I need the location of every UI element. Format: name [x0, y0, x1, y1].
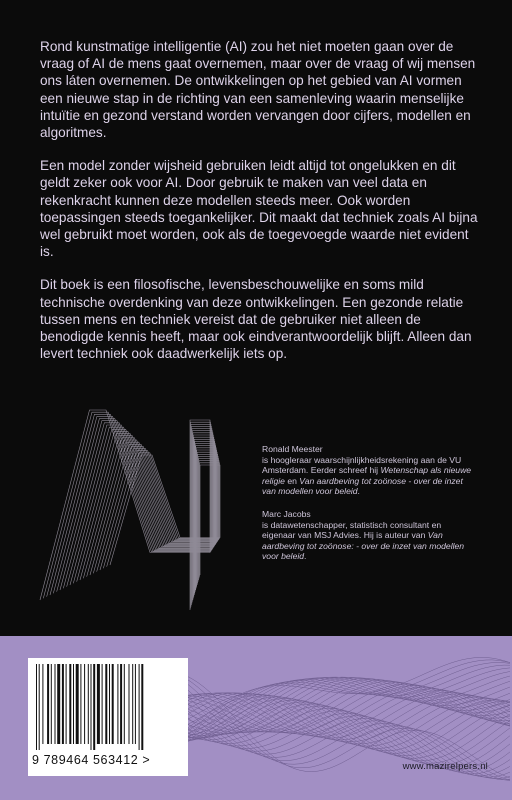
- isbn-digits: 9 789464 563412 >: [32, 753, 151, 767]
- barcode-bar: [80, 664, 81, 744]
- art-line: [43, 412, 210, 608]
- barcode-bar: [91, 664, 92, 750]
- barcode-bar: [97, 664, 100, 744]
- barcode-bar: [51, 664, 52, 744]
- author-bio-text: is hoogleraar waarschijnlijkheidsrekening aan de VU Amsterdam. Eerder schreef hij: [262, 454, 462, 476]
- author-bio-text: en: [284, 475, 300, 486]
- barcode-bar: [120, 664, 122, 744]
- barcode-bar: [132, 664, 133, 744]
- blurb-paragraph-2: Een model zonder wijsheid gebruiken leidt altijd tot ongelukken en dit geldt zeker ook voor AI. Door gebruik te maken van veel data en rekenkracht kunnen deze modellen steeds meer. Ook worden toepassingen steeds toegankelijker. Dit maakt dat techniek zoals AI bijna wel gebruikt moet worden, ook als de toegevoegde waarde niet evident is.: [40, 158, 478, 260]
- barcode-bar: [39, 664, 40, 750]
- website-link[interactable]: www.mazirelpers.nl: [402, 761, 488, 772]
- book-title: Van aardbeving tot zoönose: - over de inzet van modellen voor beleid: [262, 530, 465, 562]
- book-title: Wetenschap als nieuwe religie: [262, 465, 472, 486]
- author-bio-text: .: [357, 486, 360, 497]
- art-line: [107, 453, 220, 577]
- wave-line: [150, 693, 510, 742]
- barcode-bar: [135, 664, 136, 744]
- barcode-bar: [141, 664, 143, 750]
- barcode-bar: [42, 664, 43, 744]
- blurb-paragraph-1: Rond kunstmatige intelligentie (AI) zou het niet moeten gaan over de vraag of AI de mens gaat overnemen, maar over de vraag of wij mensen ons láten overnemen. De ontwikkelingen op het gebied van AI vormen een nieuwe stap in de richting van een samenleving waarin menselijke intuïtie en gezond verstand worden vervangen door cijfers, modellen en algoritmes.: [40, 39, 476, 141]
- barcode-box: [28, 658, 188, 776]
- barcode-bar: [36, 664, 37, 750]
- barcode-bar: [57, 664, 60, 744]
- author-bio-text: .: [304, 551, 307, 562]
- barcode-bar: [129, 664, 130, 744]
- art-line: [110, 455, 220, 575]
- lavender-panel: [0, 636, 512, 800]
- blurb-text: [40, 38, 480, 378]
- barcode-bar: [76, 664, 79, 744]
- barcode-bar: [109, 664, 110, 744]
- barcode-bar: [93, 664, 95, 750]
- author-name: Marc Jacobs: [262, 508, 311, 519]
- barcode-bar: [62, 664, 64, 744]
- barcode-bar: [139, 664, 140, 750]
- barcode-bar: [66, 664, 67, 744]
- barcode-bar: [112, 664, 114, 744]
- barcode-icon: [34, 664, 182, 750]
- barcode-bar: [117, 664, 118, 744]
- author-name: Ronald Meester: [262, 444, 323, 454]
- barcode-bar: [84, 664, 85, 744]
- ai-wireframe-art-icon: [30, 400, 260, 625]
- barcode-bar: [102, 664, 103, 744]
- barcode-bar: [124, 664, 125, 744]
- barcode-bar: [55, 664, 56, 744]
- author-bios: [262, 444, 472, 574]
- author-bio-text: is datawetenschapper, statistisch consultant en eigenaar van MSJ Advies. Hij is auteur van: [262, 519, 442, 541]
- barcode-bar: [47, 664, 49, 744]
- barcode-bar: [73, 664, 74, 744]
- author-bio-1: [262, 444, 472, 497]
- book-title: Van aardbeving tot zoönose - over de inzet van modellen voor beleid: [262, 475, 463, 497]
- barcode-bar: [69, 664, 71, 744]
- blurb-paragraph-3: Dit boek is een filosofische, levensbeschouwelijke en soms mild technische overdenking van deze ontwikkelingen. Een gezonde relatie tussen mens en techniek vereist dat de gebruiker niet alleen de benodigde kennis heeft, maar ook eindverantwoordelijk blijft. Alleen dan levert techniek ook daadwerkelijk iets op.: [40, 277, 472, 362]
- barcode-bar: [105, 664, 107, 744]
- author-bio-2: [262, 509, 472, 562]
- barcode-bar: [88, 664, 89, 744]
